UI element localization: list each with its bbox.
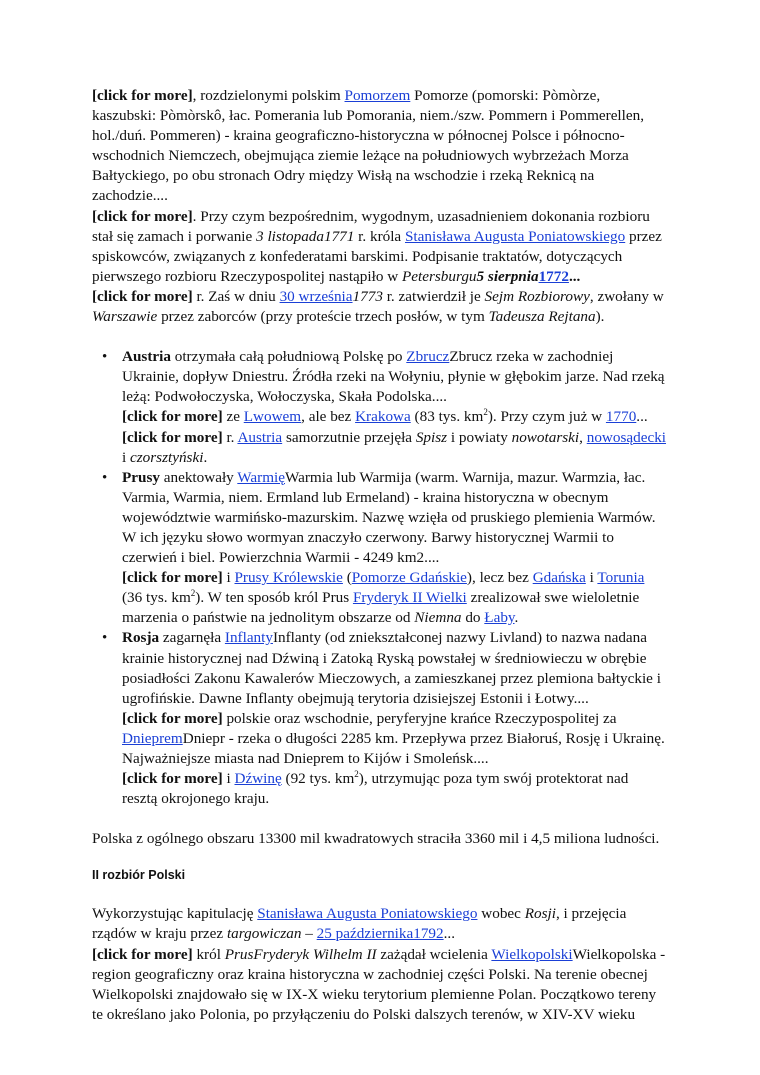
link-laby[interactable]: Łaby: [484, 609, 515, 627]
link-1772[interactable]: 1772: [538, 267, 569, 285]
click-for-more-link[interactable]: [click for more]: [92, 207, 193, 225]
list-item-austria: • Austria otrzymała całą południową Polskę po ZbruczZbrucz rzeka w zachodniej Ukrainie, dopływ Dniestru. Źródła rzeki na Wołyniu, płynie w głębokim jarze. Nad rzeką leżą: Podwołoczyska, Wołoczyska, Skała Podolska.... [click for more] ze Lwowem, ale bez Krakowa (83 tys. $km^2$). Przy czym już w 1770... [click for more] r. Austria samorzutnie przejęła Spisz i powiaty nowotarski, nowosądecki i czorsztyński.: [92, 347, 667, 468]
link-zbrucz[interactable]: Zbrucz: [406, 348, 450, 366]
link-austria[interactable]: Austria: [237, 428, 283, 446]
section-heading: II rozbiór Polski: [92, 868, 186, 883]
link-gdanska[interactable]: Gdańska: [532, 569, 586, 587]
link-1770[interactable]: 1770: [605, 408, 637, 426]
link-pomorzem[interactable]: Pomorzem: [344, 87, 411, 104]
click-for-more-link[interactable]: [click for more]: [92, 945, 193, 963]
list-item-prusy: • Prusy anektowały WarmięWarmia lub Warmija (warm. Warnija, mazur. Warmzia, łac. Varmia, Warmia, niem. Ermland lub Ermeland) - kraina historyczna w obecnym województwie warmińsko-mazurskim. Nazwę wzięła od pruskiego plemienia Warmów. W ich języku słowo wormyan znaczyło czerwony. Barwy historycznej Warmii to czerwień i biel. Powierzchnia Warmii - 4249 km2.... [click for more] i Prusy Królewskie (Pomorze Gdańskie), lecz bez Gdańska i Torunia (36 tys. $km^2$). W ten sposób król Prus Fryderyk II Wielki zrealizował swe wieloletnie marzenia o państwie na jednolitym obszarze od Niemna do Łaby.: [92, 468, 667, 629]
link-lwowem[interactable]: Lwowem: [243, 408, 302, 426]
paragraph-kapitulacja: Wykorzystując kapitulację Stanisława Augusta Poniatowskiego wobec Rosji, i przejęcia rządów w kraju przez targowiczan – 25 października1792...: [92, 905, 627, 943]
link-prusy-krolewskie[interactable]: Prusy Królewskie: [234, 569, 343, 587]
click-for-more-link[interactable]: [click for more]: [122, 569, 223, 587]
click-for-more-link[interactable]: [click for more]: [122, 709, 223, 727]
link-pomorze-gdanskie[interactable]: Pomorze Gdańskie: [351, 569, 467, 587]
list-item-rosja: • Rosja zagarnęła InflantyInflanty (od zniekształconej nazwy Livland) to nazwa nadana krainie historycznej nad Dźwiną i Zatoką Ryską powstałej w średniowieczu w obrębie posiadłości Zakonu Kawalerów Mieczowych, a zamieszkanej przez plemiona bałtyckie i ugrofińskie. Dawne Inflanty obejmują terytoria dzisiejszej Estonii i Łotwy.... [click for more] polskie oraz wschodnie, peryferyjne krańce Rzeczypospolitej za DniepremDniepr - rzeka o długości 2285 km. Przepływa przez Białoruś, Rosję i Ukrainę. Najważniejsze miasta nad Dnieprem to Kijów i Smoleńsk.... [click for more] i Dźwinę (92 tys. $km^2$), utrzymując poza tym swój protektorat nad resztą okrojonego kraju.: [92, 628, 667, 809]
link-warmie[interactable]: Warmię: [237, 468, 285, 486]
link-stanislaw-august[interactable]: Stanisława Augusta Poniatowskiego: [404, 227, 626, 245]
summary-paragraph: Polska z ogólnego obszaru 13300 mil kwadratowych straciła 3360 mil i 4,5 miliona ludności.: [92, 830, 660, 848]
link-inflanty[interactable]: Inflanty: [224, 629, 273, 647]
link-torunia[interactable]: Torunia: [597, 569, 645, 587]
click-for-more-link[interactable]: [click for more]: [122, 428, 223, 446]
link-wielkopolski[interactable]: Wielkopolski: [491, 945, 573, 963]
document-page: [92, 86, 667, 1025]
link-nowosadecki[interactable]: nowosądecki: [586, 428, 667, 446]
click-for-more-link[interactable]: [click for more]: [122, 770, 223, 788]
paragraph-zamach: [click for more]. Przy czym bezpośrednim, wygodnym, uzasadnieniem dokonania rozbioru stał się zamach i porwanie 3 listopada1771 r. króla Stanisława Augusta Poniatowskiego przez spiskowców, związanych z konfederatami barskimi. Podpisanie traktatów, dotyczących pierwszego rozbioru Rzeczypospolitej nastąpiło w Petersburgu5 sierpnia1772...: [92, 207, 662, 285]
paragraph-pomorze: [click for more], rozdzielonymi polskim Pomorzem Pomorze (pomorski: Pòmòrze, kaszubski: Pòmòrskô, łac. Pomerania lub Pomorania, niem./szw. Pommern i Pommerellen, hol./duń. Pommeren) - kraina geograficzno-historyczna w północnej Polsce i północno-wschodnich Niemczech, obejmująca ziemie leżące na południowych wybrzeżach Morza Bałtyckiego, po obu stronach Odry między Wisłą na wschodzie i rzeką Reknicą na zachodzie....: [92, 87, 645, 205]
link-stanislaw-august-2[interactable]: Stanisława Augusta Poniatowskiego: [257, 905, 478, 923]
click-for-more-link[interactable]: [click for more]: [122, 408, 223, 426]
paragraph-wielkopolska: [click for more] król PrusFryderyk Wilhelm II zażądał wcielenia WielkopolskiWielkopolska - region geograficzny oraz kraina historyczna w zachodniej części Polski. Na terenie obecnej Wielkopolski znajdowało się w IX-X wieku terytorium plemienne Polan. Początkowo tereny te określano jako Polonia, po przyłączeniu do Polski dalszych terenów, w XIV-XV wieku: [92, 945, 666, 1023]
link-dzwina[interactable]: Dźwinę: [234, 770, 282, 788]
link-25-pazdziernika[interactable]: 25 października1792: [316, 925, 444, 943]
click-for-more-link[interactable]: [click for more]: [92, 87, 193, 104]
click-for-more-link[interactable]: [click for more]: [92, 287, 193, 305]
link-krakowa[interactable]: Krakowa: [355, 408, 411, 426]
partition-list: [92, 347, 667, 809]
link-30-wrzesnia[interactable]: 30 września: [279, 287, 353, 305]
paragraph-sejm: [click for more] r. Zaś w dniu 30 września1773 r. zatwierdził je Sejm Rozbiorowy, zwołany w Warszawie przez zaborców (przy proteście trzech posłów, w tym Tadeusza Rejtana).: [92, 287, 664, 326]
link-fryderyk[interactable]: Fryderyk II Wielki: [352, 589, 467, 607]
link-dnieprem[interactable]: Dnieprem: [122, 729, 183, 747]
